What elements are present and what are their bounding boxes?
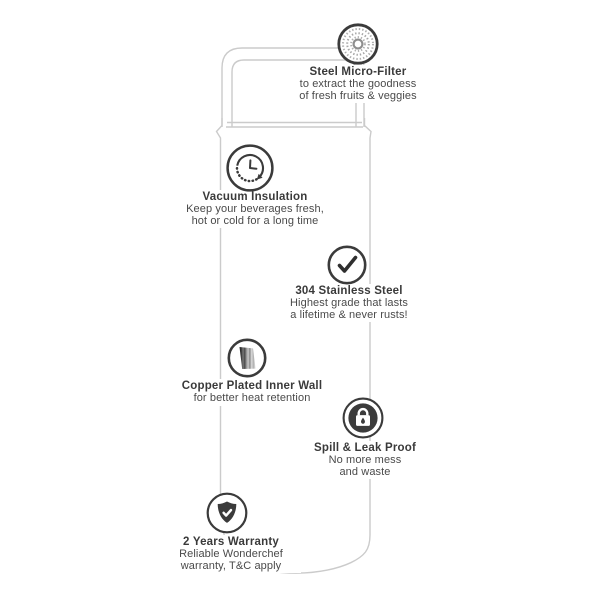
feature-vacuum-insulation [175, 190, 335, 228]
feature-line: and waste [339, 465, 391, 478]
feature-line: hot or cold for a long time [191, 214, 319, 227]
filter-icon [336, 22, 380, 66]
feature-title: Spill & Leak Proof [313, 442, 416, 454]
feature-line: Reliable Wonderchef [179, 548, 283, 560]
checkmark-icon [327, 245, 367, 285]
feature-warranty [161, 535, 301, 573]
feature-steel-micro-filter [283, 65, 433, 103]
feature-line: Highest grade that lasts [290, 297, 408, 309]
feature-title: Vacuum Insulation [202, 191, 308, 203]
feature-title: 2 Years Warranty [183, 536, 279, 548]
feature-line: of fresh fruits & veggies [299, 89, 417, 102]
feature-stainless-steel [274, 284, 424, 322]
clock-icon [225, 143, 275, 193]
feature-line: warranty, T&C apply [180, 559, 282, 572]
padlock-icon [342, 397, 384, 439]
shield-check-icon [206, 492, 248, 534]
feature-line: Keep your beverages fresh, [186, 203, 324, 215]
copper-wall-icon [227, 338, 267, 378]
feature-title: Copper Plated Inner Wall [181, 380, 323, 392]
feature-line: a lifetime & never rusts! [290, 308, 408, 321]
feature-line: to extract the goodness [299, 78, 417, 90]
feature-spill-leak-proof [300, 441, 430, 479]
feature-line: for better heat retention [193, 392, 311, 404]
feature-title: Steel Micro-Filter [309, 66, 407, 78]
feature-title: 304 Stainless Steel [295, 285, 403, 297]
bottle-cap-band [226, 123, 363, 128]
feature-copper-wall [167, 379, 337, 406]
feature-line: No more mess [328, 454, 402, 466]
